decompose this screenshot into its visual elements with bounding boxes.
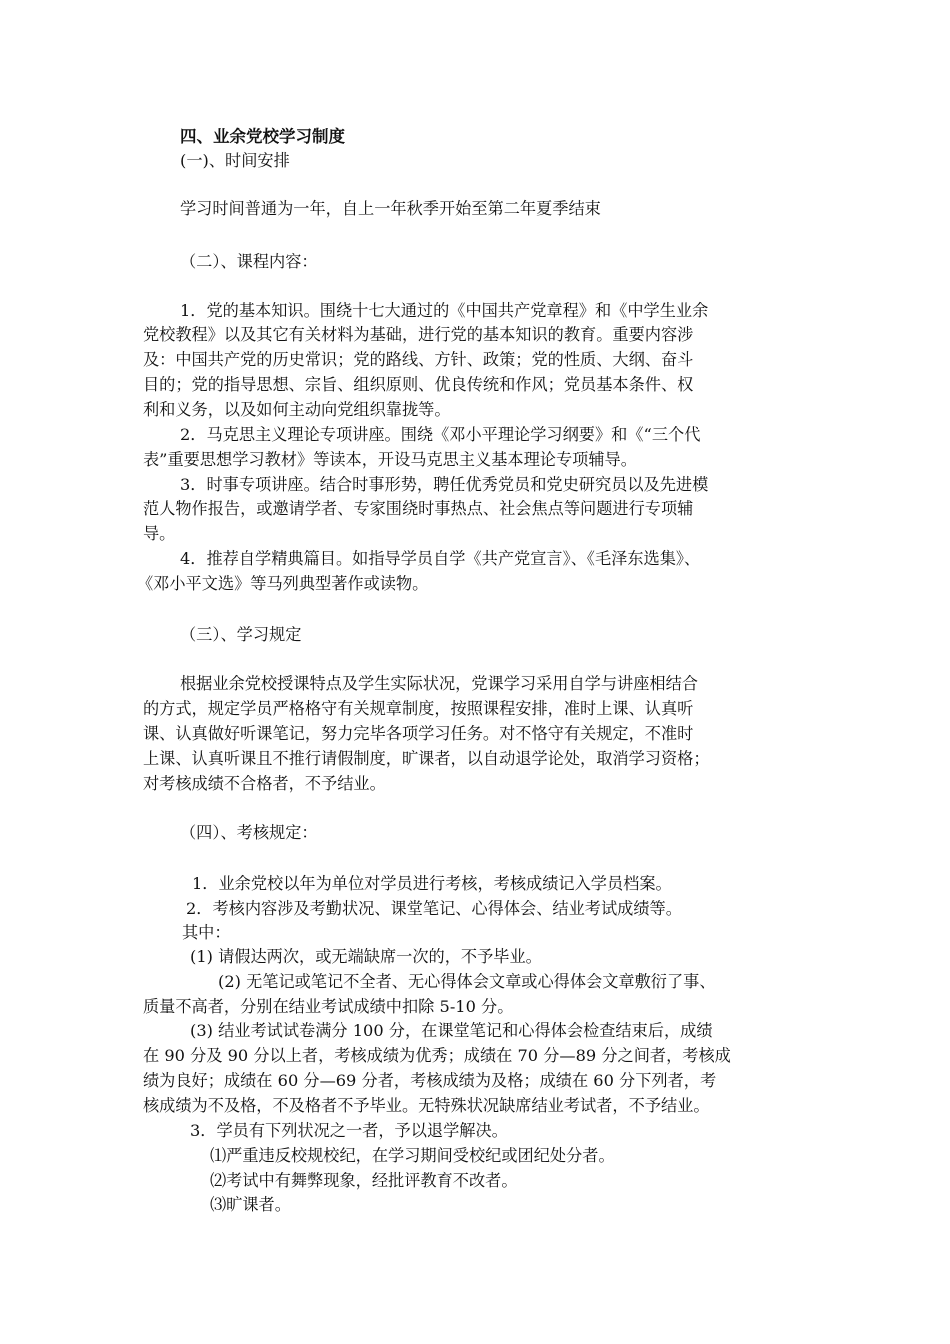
paragraph-line: 利和义务，以及如何主动向党组织靠拢等。	[143, 400, 451, 419]
paragraph-line: ⑴严重违反校规校纪，在学习期间受校纪或团纪处分者。	[210, 1146, 615, 1165]
paragraph-line: 党校教程》以及其它有关材料为基础，进行党的基本知识的教育。重要内容涉	[143, 325, 694, 344]
paragraph-line: 导。	[143, 524, 176, 543]
paragraph-line: 范人物作报告，或邀请学者、专家围绕时事热点、社会焦点等问题进行专项辅	[143, 499, 694, 518]
paragraph-line: 质量不高者，分别在结业考试成绩中扣除 5-10 分。	[143, 997, 514, 1016]
paragraph-line: 1．党的基本知识。围绕十七大通过的《中国共产党章程》和《中学生业余	[180, 301, 709, 320]
paragraph-line: 在 90 分及 90 分以上者，考核成绩为优秀；成绩在 70 分—89 分之间者，考核成	[143, 1046, 731, 1065]
paragraph-line: 绩为良好；成绩在 60 分—69 分者，考核成绩为及格；成绩在 60 分下列者，考	[143, 1071, 717, 1090]
paragraph-line: 及：中国共产党的历史常识；党的路线、方针、政策；党的性质、大纲、奋斗	[143, 350, 694, 369]
paragraph-line: 对考核成绩不合格者，不予结业。	[143, 774, 386, 793]
paragraph-line: (1) 请假达两次，或无端缺席一次的，不予毕业。	[190, 947, 542, 966]
paragraph-line: 3．学员有下列状况之一者，予以退学解决。	[190, 1121, 508, 1140]
paragraph-line: 1．业余党校以年为单位对学员进行考核，考核成绩记入学员档案。	[192, 874, 672, 893]
paragraph-line: ⑵考试中有舞弊现象，经批评教育不改者。	[210, 1171, 518, 1190]
paragraph-line: (3) 结业考试试卷满分 100 分，在课堂笔记和心得体会检查结束后，成绩	[190, 1021, 713, 1040]
paragraph-line: 上课、认真听课且不推行请假制度，旷课者，以自动退学论处，取消学习资格；	[143, 749, 710, 768]
paragraph-line: 其中：	[182, 923, 231, 942]
paragraph-line: ⑶旷课者。	[210, 1195, 291, 1214]
subsection-heading-schedule: (一)、时间安排	[180, 151, 290, 170]
paragraph-line: 3．时事专项讲座。结合时事形势，聘任优秀党员和党史研究员以及先进模	[180, 475, 709, 494]
subsection-heading-rules: （三）、学习规定	[180, 625, 302, 644]
section-title: 四、业余党校学习制度	[180, 127, 345, 146]
paragraph-line: 《邓小平文选》等马列典型著作或读物。	[137, 574, 429, 593]
paragraph-line: 2．马克思主义理论专项讲座。围绕《邓小平理论学习纲要》和《“三个代	[180, 425, 701, 444]
paragraph-schedule: 学习时间普通为一年，自上一年秋季开始至第二年夏季结束	[180, 199, 601, 218]
paragraph-line: 根据业余党校授课特点及学生实际状况，党课学习采用自学与讲座相结合	[180, 674, 698, 693]
paragraph-line: 的方式，规定学员严格格守有关规章制度，按照课程安排，准时上课、认真听	[143, 699, 694, 718]
subsection-heading-assessment: （四）、考核规定：	[180, 823, 318, 842]
paragraph-line: (2) 无笔记或笔记不全者、无心得体会文章或心得体会文章敷衍了事、	[218, 972, 716, 991]
paragraph-line: 核成绩为不及格，不及格者不予毕业。无特殊状况缺席结业考试者，不予结业。	[143, 1096, 710, 1115]
paragraph-line: 课、认真做好听课笔记，努力完毕各项学习任务。对不恪守有关规定，不准时	[143, 724, 694, 743]
subsection-heading-curriculum: （二）、课程内容：	[180, 252, 318, 271]
paragraph-line: 4．推荐自学精典篇目。如指导学员自学《共产党宣言》、《毛泽东选集》、	[180, 549, 701, 568]
paragraph-line: 表”重要思想学习教材》等读本，开设马克思主义基本理论专项辅导。	[143, 450, 637, 469]
paragraph-line: 目的；党的指导思想、宗旨、组织原则、优良传统和作风；党员基本条件、权	[143, 375, 694, 394]
paragraph-line: 2．考核内容涉及考勤状况、课堂笔记、心得体会、结业考试成绩等。	[186, 899, 682, 918]
